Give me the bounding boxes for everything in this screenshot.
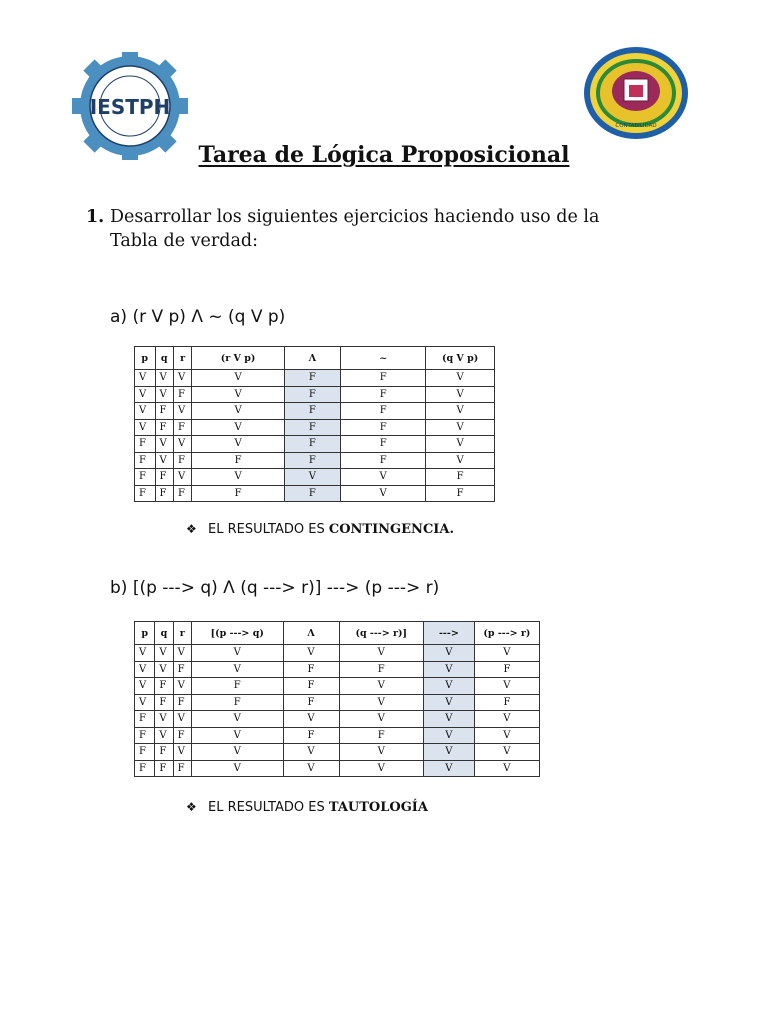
table-cell: F [173, 419, 191, 436]
table-cell: F [173, 694, 191, 711]
table-row [135, 760, 540, 777]
table-cell: F [284, 485, 340, 502]
table-cell: F [284, 452, 340, 469]
table-cell: V [426, 436, 495, 453]
table-row [135, 661, 540, 678]
table-cell: F [341, 419, 426, 436]
header-cell: ~ [341, 347, 426, 370]
table-cell: V [283, 645, 339, 662]
table-cell: F [339, 727, 423, 744]
table-cell: F [283, 727, 339, 744]
table-cell: V [423, 727, 474, 744]
table-cell: V [284, 469, 340, 486]
table-cell: V [191, 727, 283, 744]
table-cell: V [423, 661, 474, 678]
table-cell: V [339, 694, 423, 711]
table-cell: V [173, 645, 191, 662]
table-row [135, 370, 495, 387]
table-cell: F [155, 744, 173, 761]
table-cell: F [155, 694, 173, 711]
table-cell: F [283, 694, 339, 711]
truth-table-b [134, 621, 540, 777]
table-cell: F [135, 727, 155, 744]
table-cell: F [135, 760, 155, 777]
table-cell: V [173, 744, 191, 761]
table-cell: V [191, 645, 283, 662]
table-cell: V [173, 436, 191, 453]
table-cell: V [423, 744, 474, 761]
table-cell: V [192, 419, 284, 436]
table-cell: V [173, 711, 191, 728]
table-cell: V [173, 370, 191, 387]
table-cell: F [173, 760, 191, 777]
table-cell: V [155, 727, 173, 744]
question-number: 1. [86, 207, 105, 227]
header-cell: r [173, 347, 191, 370]
header-cell: p [135, 622, 155, 645]
result-b [186, 800, 428, 815]
table-cell: F [283, 678, 339, 695]
result-a-prefix: EL RESULTADO ES [208, 522, 329, 537]
table-cell: F [173, 452, 191, 469]
table-cell: V [426, 403, 495, 420]
table-cell: F [192, 485, 284, 502]
table-row [135, 485, 495, 502]
table-cell: V [155, 436, 173, 453]
table-cell: V [192, 386, 284, 403]
table-cell: F [341, 436, 426, 453]
table-cell: F [155, 760, 173, 777]
table-cell: V [135, 645, 155, 662]
table-cell: V [173, 469, 191, 486]
table-cell: V [155, 386, 173, 403]
table-cell: V [155, 645, 173, 662]
table-row [135, 727, 540, 744]
table-cell: F [284, 370, 340, 387]
table-header-row [135, 347, 495, 370]
table-cell: V [423, 694, 474, 711]
table-cell: V [192, 469, 284, 486]
table-row [135, 711, 540, 728]
question-text-line-1: Desarrollar los siguientes ejercicios haciendo uso de la [110, 207, 600, 227]
diamond-bullet-icon: ❖ [186, 522, 197, 536]
table-cell: V [155, 452, 173, 469]
diamond-bullet-icon: ❖ [186, 800, 197, 814]
table-cell: V [474, 678, 539, 695]
table-cell: V [339, 678, 423, 695]
header-cell: r [173, 622, 191, 645]
table-cell: V [474, 711, 539, 728]
table-cell: V [283, 711, 339, 728]
table-cell: F [173, 485, 191, 502]
result-b-prefix: EL RESULTADO ES [208, 800, 329, 815]
table-cell: V [426, 386, 495, 403]
table-cell: V [192, 436, 284, 453]
table-cell: V [135, 419, 156, 436]
header-cell: Λ [283, 622, 339, 645]
table-cell: V [339, 711, 423, 728]
header-cell: Λ [284, 347, 340, 370]
table-cell: F [192, 452, 284, 469]
exercise-a-label: a) (r V p) Λ ~ (q V p) [110, 307, 286, 327]
table-cell: V [423, 760, 474, 777]
exercise-b-label: b) [(p ---> q) Λ (q ---> r)] ---> (p ---> r) [110, 578, 440, 598]
question-text-line-2: Tabla de verdad: [110, 231, 259, 251]
table-cell: F [284, 436, 340, 453]
table-cell: V [339, 645, 423, 662]
table-row [135, 678, 540, 695]
table-cell: V [173, 403, 191, 420]
header-cell: ---> [423, 622, 474, 645]
header-cell: [(p ---> q) [191, 622, 283, 645]
table-cell: V [135, 678, 155, 695]
table-cell: F [341, 403, 426, 420]
table-cell: F [426, 469, 495, 486]
header-cell: p [135, 347, 156, 370]
table-cell: F [135, 485, 156, 502]
table-cell: F [135, 436, 156, 453]
table-cell: V [191, 744, 283, 761]
table-cell: V [135, 370, 156, 387]
table-cell: F [135, 744, 155, 761]
table-cell: F [284, 419, 340, 436]
table-cell: V [474, 760, 539, 777]
result-a [186, 522, 454, 537]
table-cell: F [155, 469, 173, 486]
table-cell: V [426, 452, 495, 469]
table-cell: V [423, 711, 474, 728]
table-cell: V [474, 744, 539, 761]
table-cell: F [135, 452, 156, 469]
table-cell: F [284, 403, 340, 420]
table-cell: V [283, 744, 339, 761]
header-cell: (p ---> r) [474, 622, 539, 645]
table-cell: V [135, 403, 156, 420]
table-cell: V [191, 661, 283, 678]
table-cell: F [341, 452, 426, 469]
header-cell: (r V p) [192, 347, 284, 370]
table-cell: V [135, 694, 155, 711]
table-cell: V [155, 711, 173, 728]
table-cell: F [339, 661, 423, 678]
table-cell: V [283, 760, 339, 777]
table-row [135, 744, 540, 761]
table-row [135, 694, 540, 711]
table-row [135, 419, 495, 436]
table-row [135, 645, 540, 662]
table-cell: V [474, 645, 539, 662]
table-cell: F [173, 386, 191, 403]
table-header-row [135, 622, 540, 645]
table-cell: F [155, 678, 173, 695]
table-cell: V [173, 678, 191, 695]
table-cell: V [339, 760, 423, 777]
table-cell: V [155, 661, 173, 678]
table-cell: F [341, 370, 426, 387]
table-cell: F [135, 469, 156, 486]
table-cell: F [155, 403, 173, 420]
result-a-value: CONTINGENCIA. [328, 522, 454, 537]
table-cell: F [155, 419, 173, 436]
table-row [135, 386, 495, 403]
table-cell: V [192, 370, 284, 387]
table-cell: V [135, 386, 156, 403]
table-row [135, 452, 495, 469]
table-cell: V [191, 711, 283, 728]
table-cell: F [155, 485, 173, 502]
table-cell: F [284, 386, 340, 403]
table-cell: F [283, 661, 339, 678]
table-cell: V [341, 485, 426, 502]
table-cell: F [191, 678, 283, 695]
table-row [135, 436, 495, 453]
page-title: Tarea de Lógica Proposicional [198, 142, 570, 168]
institute-logo-right [582, 45, 690, 141]
table-cell: V [155, 370, 173, 387]
table-cell: F [173, 727, 191, 744]
table-cell: V [191, 760, 283, 777]
table-cell: F [191, 694, 283, 711]
table-cell: V [423, 678, 474, 695]
svg-text:CONTABILIDAD: CONTABILIDAD [615, 123, 657, 129]
header-cell: (q ---> r)] [339, 622, 423, 645]
table-cell: V [339, 744, 423, 761]
question-1 [86, 205, 686, 253]
result-b-value: TAUTOLOGÍA [328, 800, 428, 815]
truth-table-a [134, 346, 495, 502]
table-cell: V [192, 403, 284, 420]
table-cell: V [474, 727, 539, 744]
table-cell: F [474, 661, 539, 678]
table-cell: F [426, 485, 495, 502]
table-cell: F [341, 386, 426, 403]
header-cell: (q V p) [426, 347, 495, 370]
table-cell: F [474, 694, 539, 711]
table-cell: F [135, 711, 155, 728]
table-cell: V [426, 419, 495, 436]
table-cell: V [135, 661, 155, 678]
table-cell: V [423, 645, 474, 662]
header-cell: q [155, 622, 173, 645]
table-cell: V [426, 370, 495, 387]
table-cell: F [173, 661, 191, 678]
table-row [135, 403, 495, 420]
table-cell: V [341, 469, 426, 486]
header-cell: q [155, 347, 173, 370]
svg-text:IESTPH: IESTPH [89, 95, 171, 119]
table-row [135, 469, 495, 486]
